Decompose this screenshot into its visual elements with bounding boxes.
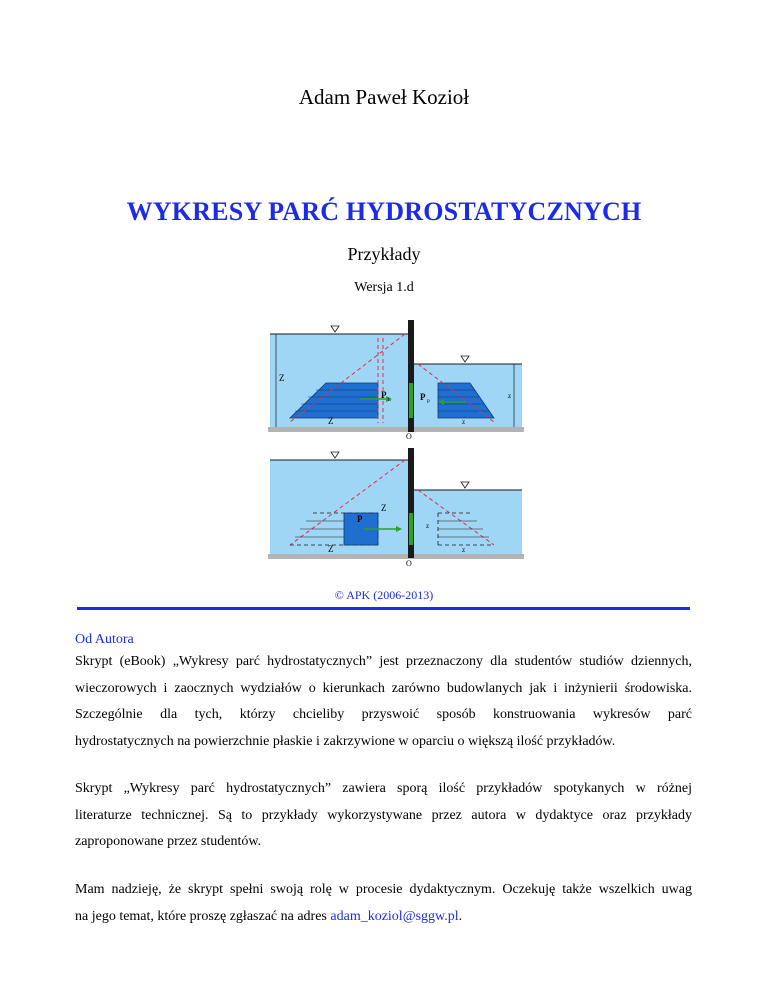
- water-left-bottom: [270, 460, 408, 554]
- paragraph-line: zaproponowane przez studentów.: [75, 834, 262, 849]
- email-link[interactable]: adam_koziol@sggw.pl: [330, 908, 459, 924]
- water-right-bottom: [414, 490, 522, 554]
- gate-top: [409, 383, 413, 418]
- diagram-top-panel: [268, 320, 524, 441]
- label-z-bottom-top: Z: [328, 416, 334, 426]
- ground-bottom: [268, 554, 524, 559]
- ground-top: [268, 427, 524, 432]
- label-pp-sub: P: [427, 400, 430, 405]
- paragraph-line: hydrostatycznych na powierzchnie płaskie i zakrzywione w oparciu o większą ilość przykładów.: [75, 733, 616, 749]
- section-heading: Od Autora: [75, 632, 134, 647]
- label-pp: P: [420, 392, 426, 402]
- author-name: Adam Paweł Kozioł: [298, 85, 470, 109]
- label-o-top: O: [406, 432, 412, 441]
- paragraph-line: literaturze technicznej. Są to przykłady wykorzystywane przez autora w dydaktyce oraz przykłady: [75, 807, 692, 823]
- paragraph-line: wieczorowych i zaocznych wydziałów o kierunkach zarówno budowlanych jak i inżynierii środowiska.: [75, 680, 692, 696]
- copyright-notice: © APK (2006-2013): [334, 588, 434, 602]
- label-p: P: [357, 514, 363, 524]
- paragraph-closing: [75, 877, 692, 930]
- label-z-mid-bottom: Z: [381, 503, 387, 513]
- label-z-left-top: Z: [279, 373, 285, 383]
- label-pl-sub: L: [388, 398, 392, 403]
- document-title: WYKRESY PARĆ HYDROSTATYCZNYCH: [126, 197, 642, 226]
- label-o-bottom: O: [406, 559, 412, 568]
- hydrostatic-diagram: [268, 318, 524, 568]
- version-label: Wersja 1.d: [354, 280, 414, 295]
- gate-bottom: [409, 513, 413, 545]
- label-z-small-bottom: z: [462, 546, 466, 554]
- paragraph-text: na jego temat, które proszę zgłaszać na adres: [75, 908, 331, 924]
- label-z-small-bottom-top: z: [462, 418, 466, 426]
- paragraph-intro: [75, 649, 692, 755]
- document-subtitle: Przykłady: [347, 244, 421, 264]
- paragraph-line: Skrypt (eBook) „Wykresy parć hydrostatycznych” jest przeznaczony dla studentów studiów dziennych,: [75, 654, 692, 669]
- paragraph-text: .: [458, 908, 463, 924]
- paragraph-line: Szczególnie dla tych, którzy chcieliby przyswoić sposób konstruowania wykresów parć: [75, 707, 692, 722]
- label-z-bottom-bottom: Z: [328, 544, 334, 554]
- label-pl: P: [381, 390, 387, 400]
- paragraph-line: [75, 904, 692, 931]
- paragraph-line: Mam nadzieję, że skrypt spełni swoją rolę w procesie dydaktycznym. Oczekuję także wszelkich uwag: [75, 882, 692, 897]
- paragraph-contents: [75, 776, 692, 856]
- divider-rule: [77, 607, 690, 610]
- label-z-mid-small: z: [426, 522, 430, 530]
- paragraph-line: Skrypt „Wykresy parć hydrostatycznych” zawiera sporą ilość przykładów spotykanych w różnej: [75, 781, 692, 796]
- diagram-bottom-panel: [268, 448, 524, 568]
- label-z-right-top: z: [508, 392, 512, 400]
